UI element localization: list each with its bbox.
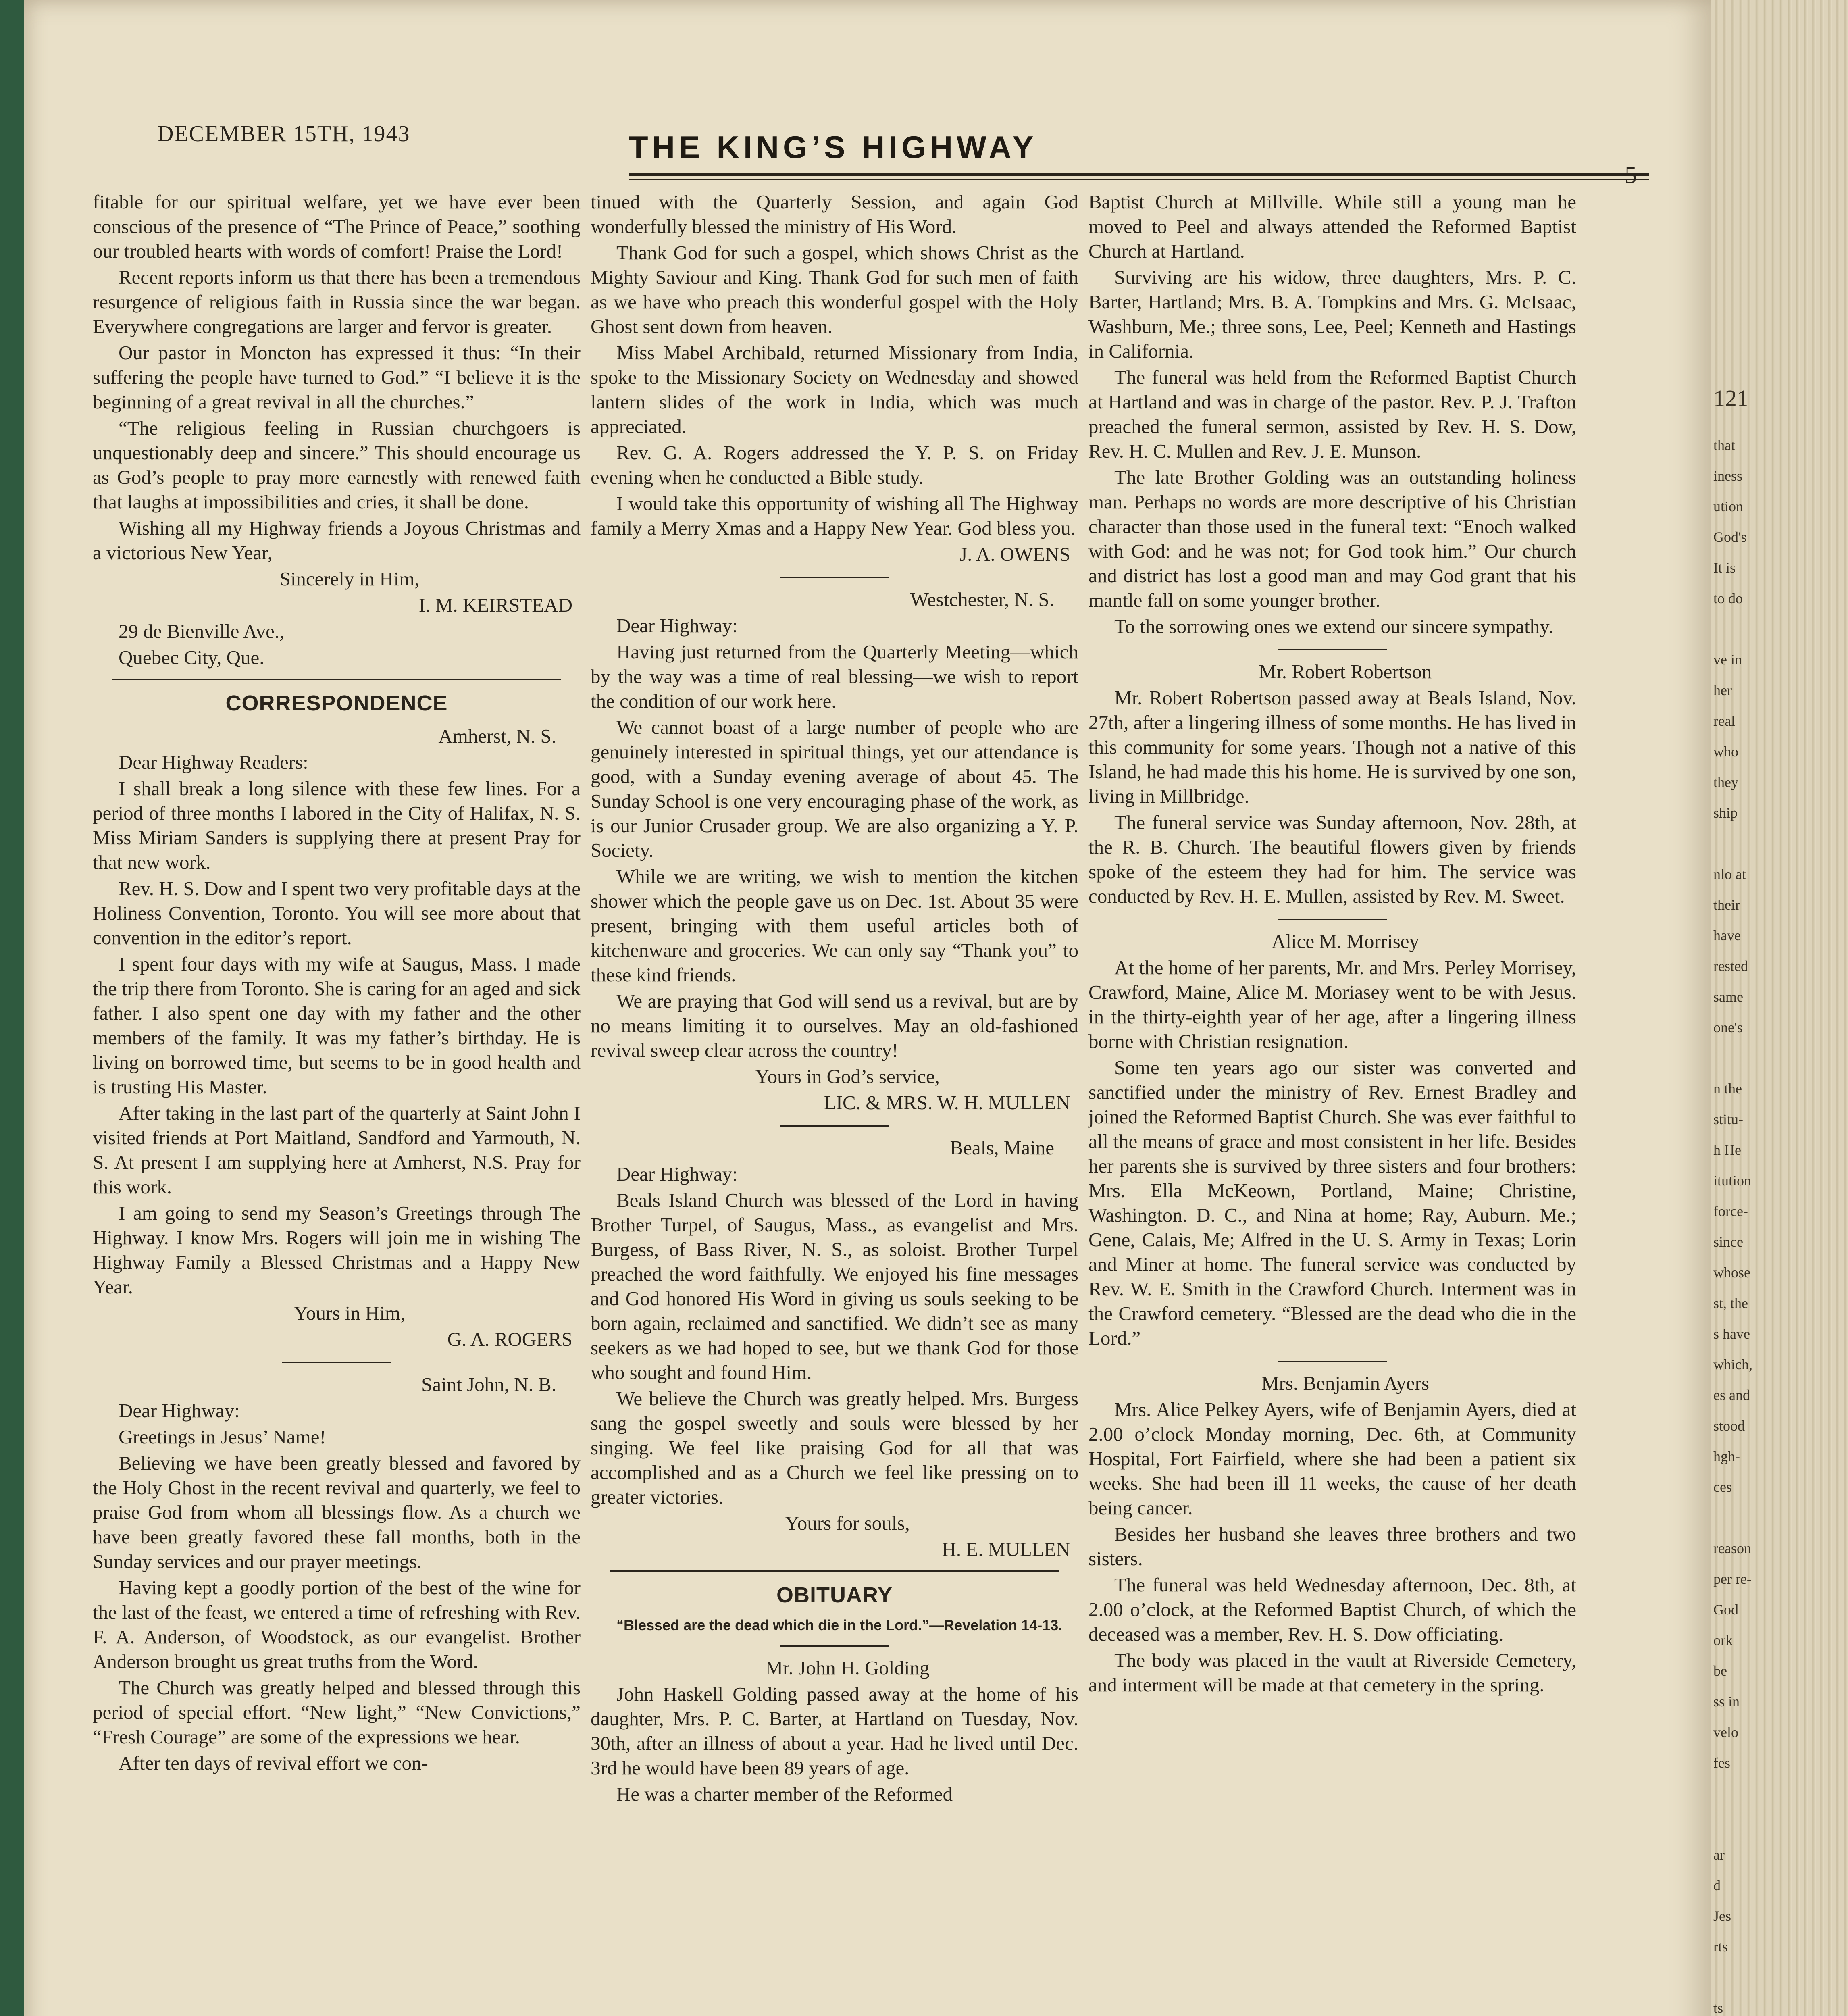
section-heading-correspondence: CORRESPONDENCE <box>225 691 448 715</box>
letter-paragraph: I am going to send my Season’s Greetings through The Highway. I know Mrs. Rogers will join me in wishing The Highway Family a Blessed Christmas and a Happy New Year. <box>93 1202 581 1298</box>
next-page-fragment: stitu- <box>1713 1111 1744 1127</box>
obituary-continuation: Baptist Church at Millville. While still a young man he moved to Peel and always attended the Reformed Baptist Church at Hartland. <box>1088 191 1576 262</box>
letter-paragraph: Having just returned from the Quarterly Meeting—which by the way was a time of real blessing—we wish to report the condition of our work here. <box>591 641 1078 712</box>
next-page-fragment: ship <box>1713 805 1738 821</box>
next-page-fragment: iness <box>1713 468 1742 484</box>
next-page-fragment: their <box>1713 897 1740 913</box>
letter-paragraph: Miss Mabel Archibald, returned Missionary from India, spoke to the Missionary Society on Wednesday and showed lantern slides of the work in India, which was much appreciated. <box>591 342 1078 437</box>
next-page-fragment: It is <box>1713 560 1736 576</box>
next-page-fragment: since <box>1713 1234 1743 1250</box>
next-page-fragment: itution <box>1713 1173 1752 1189</box>
next-page-fragment <box>1713 614 1834 644</box>
next-page-fragment: force- <box>1713 1203 1748 1219</box>
letter-paragraph: I spent four days with my wife at Saugus, Mass. I made the trip there from Toronto. She is caring for an aged and sick father. I also spent one day with my father and the other members of the family. It was my father’s birthday. He is living on borrowed time, but seems to be in good health and is trusting His Master. <box>93 953 581 1098</box>
letter-signature: LIC. & MRS. W. H. MULLEN <box>824 1091 1070 1114</box>
next-page-fragment <box>1713 1043 1834 1073</box>
column-1 <box>93 190 581 2016</box>
section-heading-obituary: OBITUARY <box>776 1583 893 1607</box>
letter-paragraph: We are praying that God will send us a revival, but are by no means limiting it to ourselves. May an old-fashioned revival sweep clear across the country! <box>591 990 1078 1061</box>
obituary-paragraph: The funeral was held Wednesday afternoon, Dec. 8th, at 2.00 o’clock, at the Reformed Baptist Church, of which the deceased was a member, Rev. H. S. Dow officiating. <box>1088 1574 1576 1645</box>
next-page-fragment <box>1713 1502 1834 1533</box>
next-page-fragment: ces <box>1713 1479 1732 1495</box>
header-rule <box>629 173 1649 176</box>
letter-closing: Yours for souls, <box>785 1512 910 1534</box>
letter-place: Saint John, N. B. <box>421 1373 556 1395</box>
obituary-paragraph: The body was placed in the vault at Riverside Cemetery, and interment will be made at that cemetery in the spring. <box>1088 1649 1576 1696</box>
obituary-paragraph: Besides her husband she leaves three brothers and two sisters. <box>1088 1523 1576 1570</box>
next-page-fragment: ve in <box>1713 652 1742 668</box>
letter-paragraph: Rev. G. A. Rogers addressed the Y. P. S. on Friday evening when he conducted a Bible study. <box>591 442 1078 488</box>
letter-continuation: tinued with the Quarterly Session, and again God wonderfully blessed the ministry of His Word. <box>591 191 1078 237</box>
next-page-fragment: Jes <box>1713 1908 1731 1924</box>
obituary-divider <box>1278 919 1387 920</box>
article-continuation: fitable for our spiritual welfare, yet we have ever been conscious of the presence of “The Prince of Peace,” soothing our troubled hearts with words of comfort! Praise the Lord! <box>93 191 581 262</box>
obituary-divider <box>780 1645 889 1647</box>
publication-title: THE KING’S HIGHWAY <box>629 129 1038 165</box>
letter-paragraph: I would take this opportunity of wishing all The Highway family a Merry Xmas and a Happy New Year. God bless you. <box>591 492 1078 539</box>
next-page-fragment <box>1713 1962 1834 1993</box>
next-page-fragment <box>1713 1809 1834 1839</box>
next-page-fragment <box>1713 828 1834 859</box>
next-page-fragment: s have <box>1713 1326 1750 1342</box>
next-page-fragment: rts <box>1713 1939 1728 1955</box>
obituary-paragraph: Some ten years ago our sister was converted and sanctified under the ministry of Rev. Ernest Bradley and joined the Reformed Baptist Church. She was ever faithful to all the means of grace and most consistent in her life. Besides her parents she is survived by three sisters and four brothers: Mrs. Ella McKeown, Portland, Maine; Christine, Washington. D. C., and Nina at home; Ray, Auburn. Me.; Gene, Calais, Me; Alfred in the U. S. Army in Texas; Lorin and Miner at home. The funeral service was conducted by Rev. W. E. Smith in the Crawford Church. Interment was in the Crawford cemetery. “Blessed are the dead who die in the Lord.” <box>1088 1056 1576 1349</box>
letter-salutation: Dear Highway: <box>616 1163 738 1185</box>
letter-signature: G. A. ROGERS <box>447 1328 572 1350</box>
next-page-fragment: ss in <box>1713 1693 1740 1710</box>
letter-closing: Sincerely in Him, <box>279 568 420 590</box>
obituary-name: Mr. John H. Golding <box>765 1657 930 1679</box>
next-page-fragment: ork <box>1713 1632 1733 1648</box>
next-page-fragment: hgh- <box>1713 1448 1740 1464</box>
obituary-name: Mrs. Benjamin Ayers <box>1261 1372 1430 1394</box>
letter-paragraph: Thank God for such a gospel, which shows Christ as the Mighty Saviour and King. Thank God for such men of faith as we have who preach this wonderful gospel with the Holy Ghost sent down from heaven. <box>591 242 1078 337</box>
next-page-fragment: her <box>1713 682 1732 698</box>
letter-paragraph: Beals Island Church was blessed of the Lord in having Brother Turpel, of Saugus, Mass., as evangelist and Mrs. Burgess, of Bass River, N. S., as soloist. Brother Turpel preached the word faithfully. We enjoyed his fine messages and God honored His Word in giving us souls seeking to be born again, reclaimed and sanctified. We didn’t see as many seekers as we had hoped to see, but we thank God for those who sought and found Him. <box>591 1189 1078 1383</box>
letter-signature: J. A. OWENS <box>959 543 1070 565</box>
letter-paragraph: After taking in the last part of the quarterly at Saint John I visited friends at Port Maitland, Sandford and Yarmouth, N. S. At present I am supplying here at Amherst, N.S. Pray for this work. <box>93 1102 581 1198</box>
next-page-fragment: that <box>1713 437 1735 453</box>
author-address-line: Quebec City, Que. <box>119 646 264 669</box>
header-rule-thin <box>629 179 1649 180</box>
obituary-name: Mr. Robert Robertson <box>1259 660 1432 683</box>
next-page-fragment: God <box>1713 1602 1738 1618</box>
letter-divider <box>282 1362 391 1363</box>
next-page-fragment: to do <box>1713 590 1743 606</box>
letter-paragraph: After ten days of revival effort we con- <box>119 1752 428 1774</box>
next-page-fragment: who <box>1713 744 1738 760</box>
next-page-number: 121 <box>1713 385 1748 411</box>
next-page-fragment: velo <box>1713 1724 1738 1740</box>
letter-closing: Yours in God’s service, <box>755 1065 940 1087</box>
next-page-fragment: ts <box>1713 2000 1723 2016</box>
next-page-fragments <box>1713 383 1834 2016</box>
next-page-fragment: reason <box>1713 1540 1751 1556</box>
next-page-fragment <box>1713 1778 1834 1809</box>
next-page-fragment: h He <box>1713 1142 1741 1158</box>
column-3 <box>1088 190 1576 2016</box>
letter-salutation: Dear Highway: <box>119 1400 240 1422</box>
obituary-paragraph: To the sorrowing ones we extend our sincere sympathy. <box>1114 615 1553 637</box>
next-page-fragment: which, <box>1713 1356 1752 1372</box>
obituary-divider <box>1278 1361 1387 1362</box>
letter-signature: I. M. KEIRSTEAD <box>418 594 572 616</box>
next-page-fragment: stood <box>1713 1418 1745 1434</box>
next-page-fragment: n the <box>1713 1081 1742 1097</box>
obituary-paragraph: He was a charter member of the Reformed <box>616 1783 953 1805</box>
next-page-fragment: st, the <box>1713 1295 1748 1311</box>
obituary-paragraph: The funeral was held from the Reformed Baptist Church at Hartland and was in charge of the pastor. Rev. P. J. Trafton preached the funeral sermon, assisted by Rev. H. S. Dow, Rev. H. C. Mullen and Rev. J. E. Munson. <box>1088 366 1576 462</box>
letter-closing: Yours in Him, <box>293 1302 406 1324</box>
next-page-fragment: real <box>1713 713 1735 729</box>
section-rule <box>610 1570 1059 1572</box>
article-paragraph: Recent reports inform us that there has been a tremendous resurgence of religious faith in Russia since the war began. Everywhere congregations are larger and fervor is greater. <box>93 266 581 337</box>
obituary-paragraph: John Haskell Golding passed away at the home of his daughter, Mrs. P. C. Barter, at Hartland on Tuesday, Nov. 30th, after an illness of about a year. Had he lived until Dec. 3rd he would have been 89 years of age. <box>591 1683 1078 1779</box>
next-page-fragment: same <box>1713 989 1743 1005</box>
letter-paragraph: While we are writing, we wish to mention the kitchen shower which the people gave us on Dec. 1st. About 35 were present, bringing with them useful articles both of kitchenware and groceries. We can only say “Thank you” to these kind friends. <box>591 865 1078 986</box>
next-page-fragment: have <box>1713 927 1741 943</box>
letter-paragraph: We cannot boast of a large number of people who are genuinely interested in spiritual things, yet our attendance is good, with a Sunday evening average of about 45. The Sunday School is one very encouraging phase of the work, as is our Junior Crusader group. We are also organizing a Y. P. Society. <box>591 716 1078 861</box>
next-page-fragment: es and <box>1713 1387 1750 1403</box>
obituary-divider <box>1278 649 1387 650</box>
letter-divider <box>780 1125 889 1127</box>
next-page-fragment-list <box>1713 430 1834 2016</box>
obituary-verse: “Blessed are the dead which die in the Lord.”—Revelation 14-13. <box>616 1617 1063 1633</box>
letter-paragraph: Having kept a goodly portion of the best of the wine for the last of the feast, we entered a time of refreshing with Rev. F. A. Anderson, of Woodstock, as our evangelist. Brother Anderson brought us great truths from the Word. <box>93 1577 581 1672</box>
letter-paragraph: The Church was greatly helped and blessed through this period of special effort. “New light,” “New Convictions,” “Fresh Courage” are some of the expressions we hear. <box>93 1677 581 1748</box>
letter-place: Amherst, N. S. <box>438 725 556 747</box>
author-address-line: 29 de Bienville Ave., <box>119 620 285 642</box>
letter-paragraph: Greetings in Jesus’ Name! <box>119 1426 326 1448</box>
next-page-fragment: ar <box>1713 1847 1725 1863</box>
next-page-fragment: God's <box>1713 529 1747 545</box>
next-page-fragment: whose <box>1713 1264 1750 1281</box>
letter-salutation: Dear Highway Readers: <box>119 751 308 773</box>
next-page-fragment: d <box>1713 1877 1721 1893</box>
next-page-fragment: nlo at <box>1713 866 1746 882</box>
book-binding <box>0 0 24 2016</box>
obituary-paragraph: Surviving are his widow, three daughters, Mrs. P. C. Barter, Hartland; Mrs. B. A. Tompkins and Mrs. G. McIsaac, Washburn, Me.; three sons, Lee, Peel; Kenneth and Hastings in California. <box>1088 266 1576 362</box>
next-page-fragment: ution <box>1713 498 1744 514</box>
obituary-paragraph: The funeral service was Sunday afternoon, Nov. 28th, at the R. B. Church. The beautiful flowers given by friends spoke of the esteem they had for him. The service was conducted by Rev. H. E. Mullen, assisted by Rev. M. Sweet. <box>1088 811 1576 907</box>
obituary-paragraph: Mrs. Alice Pelkey Ayers, wife of Benjamin Ayers, died at 2.00 o’clock Monday morning, Dec. 6th, at Community Hospital, Fort Fairfield, where she had been a patient six weeks. She had been ill 11 weeks, the cause of her death being cancer. <box>1088 1398 1576 1519</box>
article-paragraph: “The religious feeling in Russian churchgoers is unquestionably deep and sincere.” This should encourage us as God’s people to pray more earnestly with renewed faith that laughs at impossibilities and cries, it shall be done. <box>93 417 581 513</box>
next-page-fragment: per re- <box>1713 1571 1752 1587</box>
letter-divider <box>780 577 889 578</box>
letter-paragraph: I shall break a long silence with these few lines. For a period of three months I labored in the City of Halifax, N. S. Miss Miriam Sanders is supplying there at present Pray for that new work. <box>93 777 581 873</box>
letter-salutation: Dear Highway: <box>616 614 738 637</box>
letter-paragraph: Rev. H. S. Dow and I spent two very profitable days at the Holiness Convention, Toronto. You will see more about that convention in the editor’s report. <box>93 877 581 949</box>
next-page-fragment: be <box>1713 1663 1727 1679</box>
obituary-paragraph: The late Brother Golding was an outstanding holiness man. Perhaps no words are more descriptive of his Christian character than those used in the funeral text: “Enoch walked with God: and he was not; for God took him.” Our church and district has lost a good man and may God grant that his mantle fall on some younger brother. <box>1088 466 1576 611</box>
next-page-fragment: they <box>1713 774 1738 790</box>
obituary-name: Alice M. Morrisey <box>1271 930 1419 952</box>
letter-place: Westchester, N. S. <box>910 588 1054 610</box>
article-paragraph: Wishing all my Highway friends a Joyous Christmas and a victorious New Year, <box>93 517 581 564</box>
letter-place: Beals, Maine <box>950 1137 1054 1159</box>
next-page-fragment: rested <box>1713 958 1748 974</box>
next-page-fragment: one's <box>1713 1019 1743 1035</box>
obituary-paragraph: At the home of her parents, Mr. and Mrs. Perley Morrisey, Crawford, Maine, Alice M. Moriasey went to be with Jesus. in the thirty-eighth year of her age, after a lingering illness borne with Christian resignation. <box>1088 956 1576 1052</box>
next-page-fragment: fes <box>1713 1755 1730 1771</box>
section-rule <box>112 679 561 680</box>
obituary-paragraph: Mr. Robert Robertson passed away at Beals Island, Nov. 27th, after a lingering illness of some months. He has lived in this community for some years. Though not a native of this Island, he had made this his home. He is survived by one son, living in Millbridge. <box>1088 687 1576 807</box>
article-paragraph: Our pastor in Moncton has expressed it thus: “In their suffering the people have turned to God.” “I believe it is the beginning of a great revival in all the churches.” <box>93 342 581 413</box>
issue-date: DECEMBER 15TH, 1943 <box>157 121 410 146</box>
column-2 <box>591 190 1078 2016</box>
letter-paragraph: Believing we have been greatly blessed and favored by the Holy Ghost in the recent revival and quarterly, we feel to praise God from whom all blessings flow. As a church we have been greatly favored these fall months, both in the Sunday services and our prayer meetings. <box>93 1452 581 1572</box>
letter-paragraph: We believe the Church was greatly helped. Mrs. Burgess sang the gospel sweetly and souls were blessed by her singing. We feel like praising God for all that was accomplished and as a Church we feel like pressing on to greater victories. <box>591 1387 1078 1508</box>
letter-signature: H. E. MULLEN <box>942 1538 1070 1560</box>
